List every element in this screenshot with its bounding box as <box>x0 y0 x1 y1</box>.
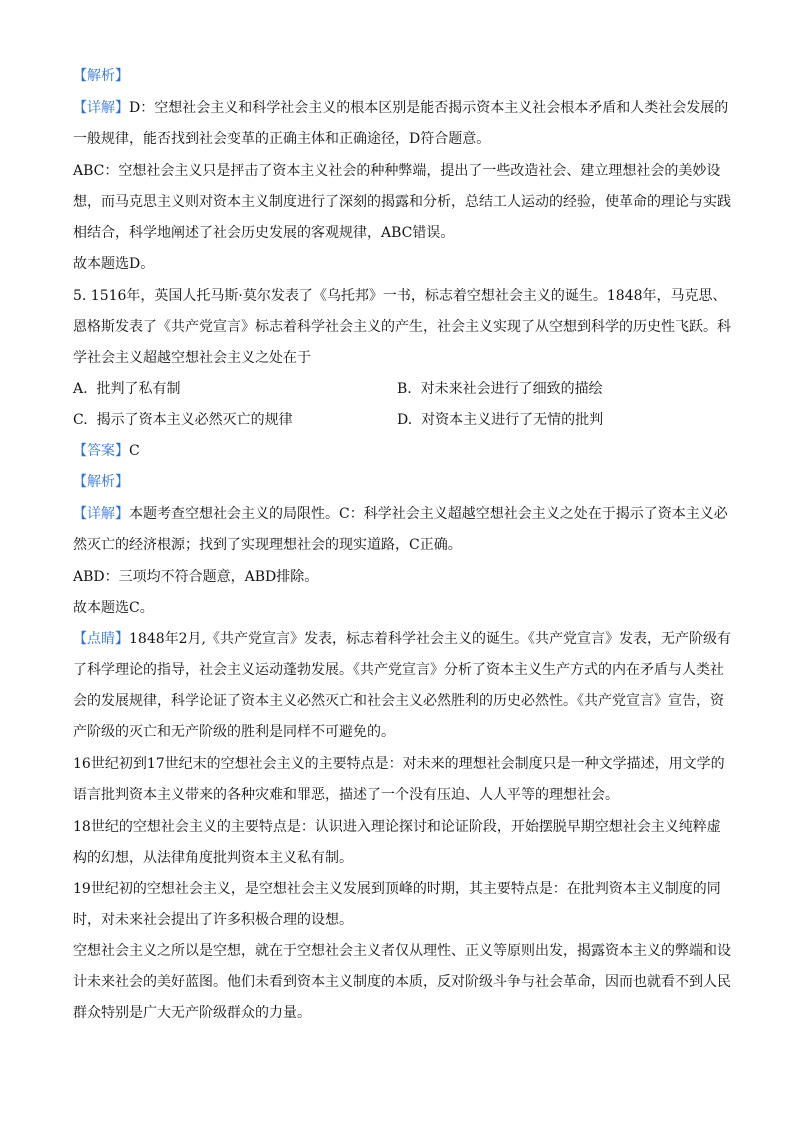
conclusion-2: 故本题选C。 <box>73 600 154 616</box>
option-d-label: D. <box>397 412 413 428</box>
answer-line <box>73 436 733 467</box>
option-a <box>73 374 180 405</box>
highlight-paragraph <box>73 624 733 748</box>
analysis-heading-1 <box>73 61 733 92</box>
detail-paragraph-1 <box>73 93 733 155</box>
paragraph-18th-century: 18世纪的空想社会主义的主要特点是：认识进入理论探讨和论证阶段，开始摆脱早期空想社会主义纯粹虚构的幻想，从法律角度批判资本主义私有制。 <box>73 819 721 866</box>
answer-value: C <box>129 443 140 459</box>
conclusion-1: 故本题选D。 <box>73 256 155 272</box>
option-b-text: 对未来社会进行了细致的描绘 <box>420 381 603 397</box>
detail-text-2: 本题考查空想社会主义的局限性。C：科学社会主义超越空想社会主义之处在于揭示了资本主义必然灭亡的经济根源；找到了实现理想社会的现实道路，C正确。 <box>73 506 728 553</box>
highlight-tag: 【点睛】 <box>73 631 129 647</box>
option-c <box>73 405 293 436</box>
answer-tag: 【答案】 <box>73 443 129 459</box>
paragraph-19th-century: 19世纪初的空想社会主义，是空想社会主义发展到顶峰的时期，其主要特点是：在批判资本主义制度的同时，对未来社会提出了许多积极合理的设想。 <box>73 881 721 928</box>
analysis-heading-2 <box>73 467 733 498</box>
abc-paragraph: ABC：空想社会主义只是抨击了资本主义社会的种种弊端，提出了一些改造社会、建立理想社会的美妙设想，而马克思主义则对资本主义制度进行了深刻的揭露和分析，总结工人运动的经验，使革命的理论与实践相结合，科学地阐述了社会历史发展的客观规律，ABC错误。 <box>73 163 731 241</box>
highlight-text: 1848年2月,《共产党宣言》发表，标志着科学社会主义的诞生。《共产党宣言》发表，无产阶级有了科学理论的指导，社会主义运动蓬勃发展。《共产党宣言》分析了资本主义生产方式的内在矛盾与人类社会的发展规律，科学论证了资本主义必然灭亡和社会主义必然胜利的历史必然性。《共产党宣言》宣告，资产阶级的灭亡和无产阶级的胜利是同样不可避免的。 <box>73 631 731 740</box>
abd-paragraph: ABD：三项均不符合题意，ABD排除。 <box>73 569 319 585</box>
analysis-tag-2: 【解析】 <box>73 474 129 490</box>
detail-text-1: D：空想社会主义和科学社会主义的根本区别是能否揭示资本主义社会根本矛盾和人类社会发展的一般规律，能否找到社会变革的正确主体和正确途径，D符合题意。 <box>73 100 729 147</box>
option-b <box>397 374 603 405</box>
detail-tag-2: 【详解】 <box>73 506 129 522</box>
option-d <box>397 405 603 436</box>
analysis-tag: 【解析】 <box>73 68 129 84</box>
detail-paragraph-2 <box>73 499 733 561</box>
option-a-label: A. <box>73 381 88 397</box>
detail-tag: 【详解】 <box>73 100 129 116</box>
option-c-text: 揭示了资本主义必然灭亡的规律 <box>96 412 293 428</box>
option-b-label: B. <box>397 381 412 397</box>
option-c-label: C. <box>73 412 88 428</box>
question-5-stem: 5. 1516年，英国人托马斯·莫尔发表了《乌托邦》一书，标志着空想社会主义的诞生。1848年，马克思、恩格斯发表了《共产党宣言》标志着科学社会主义的产生，社会主义实现了从空想到科学的历史性飞跃。科学社会主义超越空想社会主义之处在于 <box>73 288 731 366</box>
option-d-text: 对资本主义进行了无情的批判 <box>421 412 604 428</box>
option-a-text: 批判了私有制 <box>96 381 181 397</box>
paragraph-16th-century: 16世纪初到17世纪末的空想社会主义的主要特点是：对未来的理想社会制度只是一种文学描述，用文学的语言批判资本主义带来的各种灾难和罪恶，描述了一个没有压迫、人人平等的理想社会。 <box>73 756 725 803</box>
paragraph-final: 空想社会主义之所以是空想，就在于空想社会主义者仅从理性、正义等原则出发，揭露资本主义的弊端和设计未来社会的美好蓝图。他们未看到资本主义制度的本质，反对阶级斗争与社会革命，因而也就看不到人民群众特别是广大无产阶级群众的力量。 <box>73 943 731 1021</box>
